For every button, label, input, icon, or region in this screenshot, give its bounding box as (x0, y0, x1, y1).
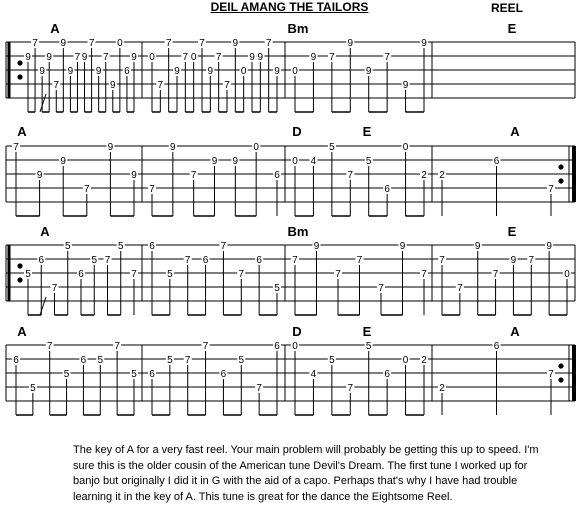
fret-number: 9 (310, 52, 317, 63)
fret-number: 9 (131, 52, 137, 63)
fret-number: 7 (548, 184, 554, 195)
fret-number: 9 (25, 52, 31, 63)
fret-number: 9 (474, 241, 481, 252)
fret-number: 7 (265, 38, 272, 49)
fret-number: 7 (149, 184, 155, 195)
chord-symbol: E (507, 21, 517, 36)
fret-number: 7 (238, 269, 245, 280)
fret-number: 0 (292, 156, 298, 167)
fret-number: 6 (38, 255, 45, 266)
fret-number: 9 (510, 255, 517, 266)
fret-number: 5 (91, 255, 98, 266)
fret-number: 6 (493, 341, 500, 352)
fret-number: 0 (190, 52, 197, 63)
chord-symbol: E (507, 224, 517, 239)
fret-number: 7 (256, 383, 262, 394)
fret-number: 7 (74, 52, 81, 63)
fret-number: 9 (313, 241, 320, 252)
fret-number: 2 (439, 383, 445, 394)
repeat-dot (558, 377, 563, 382)
fret-number: 5 (64, 241, 71, 252)
fret-number: 6 (274, 341, 280, 352)
fret-number: 4 (310, 156, 317, 167)
fret-number: 5 (365, 341, 372, 352)
chord-symbol: D (292, 124, 302, 139)
chord-symbol: A (510, 124, 520, 139)
fret-number: 7 (528, 255, 535, 266)
fret-number: 7 (335, 269, 341, 280)
fret-number: 6 (202, 255, 209, 266)
fret-number: 9 (107, 142, 114, 153)
fret-number: 7 (157, 80, 164, 91)
fret-number: 5 (238, 355, 245, 366)
fret-number: 0 (402, 355, 409, 366)
chord-symbol: Bm (287, 224, 309, 239)
fret-number: 9 (174, 66, 180, 77)
fret-number: 7 (84, 184, 90, 195)
fret-number: 9 (257, 52, 264, 63)
fret-number: 7 (292, 255, 298, 266)
repeat-dot (17, 263, 22, 268)
fret-number: 5 (167, 269, 173, 280)
repeat-dot (558, 164, 563, 169)
fret-number: 5 (30, 383, 36, 394)
fret-number: 6 (80, 355, 87, 366)
fret-number: 9 (60, 156, 66, 167)
fret-number: 5 (329, 142, 335, 153)
fret-number: 9 (67, 66, 74, 77)
fret-number: 0 (402, 142, 409, 153)
fret-number: 0 (253, 142, 259, 153)
fret-number: 9 (39, 66, 45, 77)
fret-number: 7 (184, 255, 191, 266)
tune-style: REEL (491, 1, 524, 15)
chord-symbol: Bm (287, 21, 309, 36)
fret-number: 9 (131, 170, 137, 181)
fret-number: 6 (149, 241, 155, 252)
fret-number: 6 (78, 269, 84, 280)
fret-number: 5 (25, 269, 31, 280)
chord-symbol: A (510, 324, 520, 339)
fret-number: 0 (292, 341, 298, 352)
fret-number: 6 (220, 369, 227, 380)
fret-number: 9 (46, 52, 52, 63)
fret-number: 5 (131, 369, 137, 380)
fret-number: 5 (365, 156, 372, 167)
repeat-dot (17, 60, 22, 65)
fret-number: 5 (117, 241, 124, 252)
fret-number: 7 (165, 38, 172, 49)
tune-description: The key of A for a very fast reel. Your main problem will probably be getting this up to speed. I'm sure this is the older cousin of the American tune Devil's Dream. The first tune I worked up for banjo but originally I did it in G with the aid of a capo. Perhaps that's why I have had trouble learning it in the key of A. This tune is great for the dance the Eightsome Reel. (73, 444, 539, 503)
fret-number: 6 (493, 156, 500, 167)
fret-number: 5 (329, 355, 335, 366)
fret-number: 9 (546, 241, 552, 252)
fret-number: 7 (384, 52, 390, 63)
fret-number: 9 (232, 38, 239, 49)
fret-number: 0 (292, 66, 298, 77)
fret-number: 6 (13, 355, 19, 366)
repeat-dot (17, 74, 22, 79)
fret-number: 0 (149, 52, 155, 63)
fret-number: 7 (215, 52, 222, 63)
fret-number: 7 (421, 269, 427, 280)
fret-number: 9 (207, 66, 214, 77)
fret-number: 7 (378, 283, 384, 294)
fret-number: 7 (224, 80, 230, 91)
fret-number: 7 (492, 269, 499, 280)
fret-number: 6 (384, 184, 390, 195)
fret-number: 7 (184, 355, 191, 366)
fret-number: 7 (439, 255, 445, 266)
fret-number: 5 (63, 369, 70, 380)
repeat-dot (17, 277, 22, 282)
fret-number: 7 (182, 52, 189, 63)
fret-number: 7 (329, 52, 335, 63)
fret-number: 9 (110, 80, 116, 91)
fret-number: 7 (190, 170, 197, 181)
fret-number: 9 (81, 52, 88, 63)
fret-number: 0 (564, 269, 570, 280)
repeat-dot (558, 178, 563, 183)
tune-title: DEIL AMANG THE TAILORS (210, 0, 369, 14)
chord-symbol: E (362, 324, 372, 339)
fret-number: 9 (365, 66, 372, 77)
fret-number: 5 (167, 355, 173, 366)
fret-number: 6 (384, 369, 390, 380)
fret-number: 9 (249, 52, 255, 63)
fret-number: 7 (457, 283, 463, 294)
fret-number: 5 (274, 283, 280, 294)
chord-symbol: D (292, 324, 302, 339)
fret-number: 9 (399, 241, 406, 252)
fret-number: 2 (421, 170, 427, 181)
fret-number: 6 (274, 170, 280, 181)
fret-number: 9 (232, 156, 239, 167)
fret-number: 9 (170, 142, 176, 153)
chord-symbol: E (362, 124, 372, 139)
slide-mark (40, 94, 46, 112)
fret-number: 7 (356, 255, 363, 266)
fret-number: 5 (97, 355, 104, 366)
fret-number: 7 (53, 80, 60, 91)
fret-number: 7 (51, 283, 58, 294)
fret-number: 7 (104, 255, 111, 266)
fret-number: 7 (548, 369, 554, 380)
fret-number: 9 (60, 38, 67, 49)
fret-number: 7 (220, 241, 227, 252)
fret-number: 9 (421, 38, 427, 49)
fret-number: 2 (439, 170, 445, 181)
fret-number: 4 (310, 369, 317, 380)
fret-number: 0 (240, 66, 247, 77)
fret-number: 0 (117, 38, 123, 49)
fret-number: 7 (13, 142, 19, 153)
chord-symbol: A (40, 224, 50, 239)
fret-number: 7 (46, 341, 53, 352)
chord-symbol: A (17, 324, 27, 339)
fret-number: 7 (131, 269, 137, 280)
repeat-dot (558, 363, 563, 368)
fret-number: 9 (95, 66, 102, 77)
fret-number: 7 (102, 52, 109, 63)
fret-number: 7 (202, 341, 209, 352)
fret-number: 7 (32, 38, 38, 49)
fret-number: 7 (199, 38, 205, 49)
fret-number: 7 (347, 383, 354, 394)
fret-number: 9 (274, 66, 280, 77)
fret-number: 9 (36, 170, 43, 181)
fret-number: 6 (124, 66, 130, 77)
fret-number: 9 (402, 80, 409, 91)
fret-number: 2 (421, 355, 427, 366)
fret-number: 6 (256, 255, 262, 266)
fret-number: 7 (114, 341, 120, 352)
chord-symbol: A (17, 124, 27, 139)
fret-number: 7 (88, 38, 95, 49)
fret-number: 9 (347, 38, 354, 49)
fret-number: 7 (347, 170, 354, 181)
fret-number: 6 (149, 369, 155, 380)
fret-number: 9 (211, 156, 218, 167)
chord-symbol: A (50, 21, 60, 36)
